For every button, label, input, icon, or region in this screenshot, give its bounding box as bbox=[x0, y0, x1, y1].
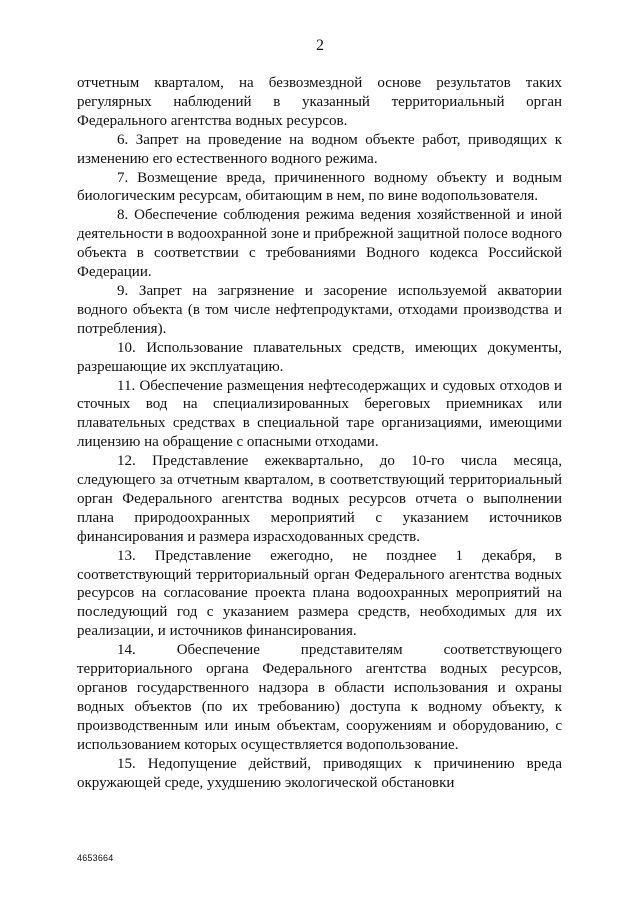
text-line: 6. Запрет на проведение на водном объекте работ, приводящих к bbox=[117, 131, 562, 148]
text-line: лицензию на обращение с опасными отходами. bbox=[77, 434, 379, 451]
page-number: 2 bbox=[316, 37, 324, 54]
document-code: 4653664 bbox=[77, 853, 114, 863]
document-body bbox=[77, 74, 562, 792]
paragraph-p11 bbox=[77, 377, 562, 453]
text-line: окружающей среде, ухудшению экологической обстановки bbox=[77, 774, 455, 791]
text-line: Федерации. bbox=[77, 264, 152, 281]
text-line: объекта в соответствии с требованиями Водного кодекса Российской bbox=[77, 245, 562, 262]
text-line: плавательных средствах в специальной таре организациями, имеющими bbox=[77, 415, 562, 432]
text-line: водного объекта (в том числе нефтепродуктами, отходами производства и bbox=[77, 301, 562, 318]
text-line: использованием которых осуществляется водопользование. bbox=[77, 736, 459, 753]
text-line: 9. Запрет на загрязнение и засорение используемой акватории bbox=[117, 282, 562, 299]
text-line: 7. Возмещение вреда, причиненного водному объекту и водным bbox=[117, 169, 562, 186]
text-line: регулярных наблюдений в указанный территориальный орган bbox=[77, 93, 562, 110]
text-line: ресурсов на согласование проекта плана водоохранных мероприятий на bbox=[77, 585, 562, 602]
text-line: последующий год с указанием размера средств, необходимых для их bbox=[77, 604, 562, 621]
text-line: сточных вод на специализированных береговых приемниках или bbox=[77, 396, 562, 413]
paragraph-p10 bbox=[77, 339, 562, 377]
paragraph-p7 bbox=[77, 169, 562, 207]
paragraph-p12 bbox=[77, 452, 562, 547]
text-line: 12. Представление ежеквартально, до 10-го числа месяца, bbox=[117, 453, 562, 470]
paragraph-p13 bbox=[77, 547, 562, 642]
text-line: следующего за отчетным кварталом, в соответствующий территориальный bbox=[77, 472, 562, 489]
text-line: отчетным кварталом, на безвозмездной основе результатов таких bbox=[77, 75, 562, 91]
text-line: 13. Представление ежегодно, не позднее 1 декабря, в bbox=[117, 547, 562, 564]
text-line: соответствующий территориальный орган Федерального агентства водных bbox=[77, 566, 562, 583]
text-line: деятельности в водоохранной зоне и прибрежной защитной полосе водного bbox=[77, 226, 562, 243]
paragraph-p6 bbox=[77, 131, 562, 169]
text-line: 10. Использование плавательных средств, имеющих документы, bbox=[117, 339, 562, 356]
text-line: территориального органа Федерального агентства водных ресурсов, bbox=[77, 661, 562, 678]
text-line: потребления). bbox=[77, 320, 167, 337]
text-line: органов государственного надзора в области использования и охраны bbox=[77, 680, 562, 696]
paragraph-cont bbox=[77, 74, 562, 131]
text-line: производственным или иным объектам, сооружениям и оборудованию, с bbox=[77, 717, 562, 734]
text-line: плана природоохранных мероприятий с указанием источников bbox=[77, 509, 562, 526]
paragraph-p8 bbox=[77, 206, 562, 282]
text-line: изменению его естественного водного режима. bbox=[77, 150, 378, 167]
paragraph-p14 bbox=[77, 641, 562, 754]
text-line: финансирования и размера израсходованных средств. bbox=[77, 528, 421, 545]
text-line: 11. Обеспечение размещения нефтесодержащих и судовых отходов и bbox=[117, 377, 562, 394]
text-line: 14. Обеспечение представителям соответствующего bbox=[117, 642, 562, 659]
text-line: биологическим ресурсам, обитающим в нем, по вине водопользователя. bbox=[77, 188, 538, 205]
text-line: 8. Обеспечение соблюдения режима ведения хозяйственной и иной bbox=[117, 207, 562, 224]
paragraph-p9 bbox=[77, 282, 562, 339]
text-line: орган Федерального агентства водных ресурсов отчета о выполнении bbox=[77, 490, 562, 507]
text-line: разрешающие их эксплуатацию. bbox=[77, 358, 284, 375]
text-line: водных объектов (по их требованию) доступа к водному объекту, к bbox=[77, 698, 562, 715]
text-line: 15. Недопущение действий, приводящих к причинению вреда bbox=[117, 755, 562, 772]
paragraph-p15 bbox=[77, 755, 562, 793]
text-line: Федерального агентства водных ресурсов. bbox=[77, 112, 348, 129]
text-line: реализации, и источников финансирования. bbox=[77, 623, 357, 640]
